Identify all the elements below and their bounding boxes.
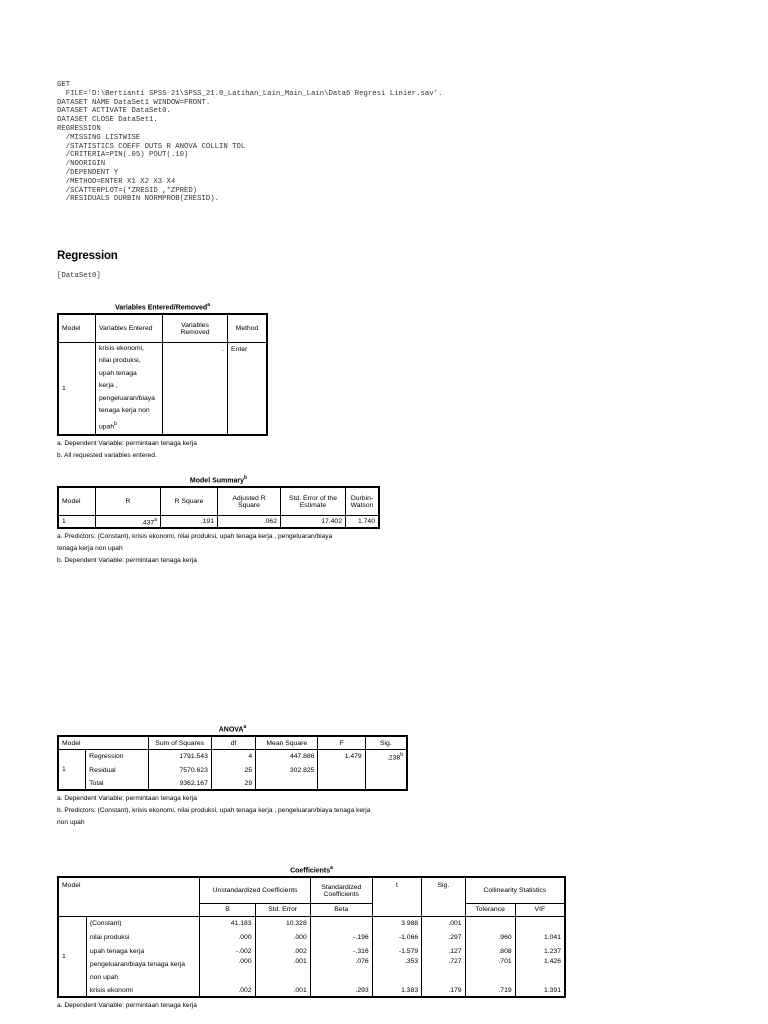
header-model: Model: [58, 736, 148, 749]
cell-t: -1.579: [372, 944, 421, 958]
cell-durbin-watson: 1.740: [346, 515, 380, 528]
cell-std-error: 17.402: [281, 515, 346, 528]
footnote: b. Predictors: (Constant), krisis ekonomi, nilai produksi, upah tenaga kerja , pengeluaran/biaya tenaga kerja: [57, 807, 371, 815]
header-f: F: [318, 736, 365, 749]
header-standardized: Standardized Coefficients: [310, 877, 372, 903]
header-collinearity: Collinearity Statistics: [465, 877, 565, 903]
syntax-line: /SCATTERPLOT=(*ZRESID ,*ZPRED): [57, 186, 198, 195]
cell-r-square: .191: [161, 515, 218, 528]
cell-f: [318, 777, 365, 790]
anova-title: ANOVA$^a$: [218, 724, 247, 734]
cell-b: .002: [200, 984, 255, 997]
cell-std-error: .002: [255, 944, 310, 958]
header-r: R: [96, 487, 161, 515]
syntax-line: /CRITERIA=PIN(.05) POUT(.10): [57, 151, 189, 160]
table-row: [58, 930, 565, 944]
variables-entered-title: Variables Entered/Removed$^a$: [115, 302, 210, 312]
header-sum-of-squares: Sum of Squares: [148, 736, 211, 749]
cell-ms: 302.825: [256, 763, 318, 777]
cell-label: pengeluaran/biaya tenaga kerja non upah: [86, 958, 200, 984]
cell-sig: .179: [422, 984, 465, 997]
header-model: Model: [58, 487, 96, 515]
cell-beta: -.196: [310, 930, 372, 944]
cell-df: 4: [211, 749, 255, 763]
model-summary-title: Model Summary$^b$: [189, 475, 248, 485]
header-unstandardized: Unstandardized Coefficients: [200, 877, 310, 903]
header-variables-entered: Variables Entered: [96, 314, 163, 342]
cell-vif: 1.237: [515, 944, 565, 958]
cell-vif: 1.391: [515, 984, 565, 997]
cell-f: [318, 763, 365, 777]
syntax-line: /STATISTICS COEFF OUTS R ANOVA COLLIN TOL: [57, 142, 246, 151]
cell-ms: 447.886: [256, 749, 318, 763]
cell-ms: [256, 777, 318, 790]
coefficients-notes: [57, 1000, 566, 1012]
footnote: b. All requested variables entered.: [57, 451, 157, 459]
cell-tolerance: .719: [465, 984, 515, 997]
cell-ss: 1791.543: [148, 749, 211, 763]
cell-t: 3.988: [372, 916, 421, 930]
table-row: [58, 958, 565, 984]
table-row: [58, 944, 565, 958]
header-method: Method: [228, 314, 268, 342]
cell-variables-entered: krisis ekonomi, nilai produksi, upah tenaga kerja , pengeluaran/biaya tenaga kerja non upah$^b$: [96, 342, 163, 434]
cell-b: -.002: [200, 944, 255, 958]
cell-tolerance: .960: [465, 930, 515, 944]
cell-label: nilai produksi: [86, 930, 200, 944]
syntax-line: DATASET NAME DataSet1 WINDOW=FRONT.: [57, 98, 211, 107]
syntax-line: DATASET CLOSE DataSet1.: [57, 116, 158, 125]
cell-sig: .238$^b$: [365, 749, 407, 763]
syntax-line: DATASET ACTIVATE DataSet0.: [57, 107, 171, 116]
model-summary-table: [57, 486, 380, 529]
syntax-line: /DEPENDENT Y: [57, 168, 119, 177]
syntax-line: /RESIDUALS DURBIN NORMPROB(ZRESID).: [57, 195, 220, 204]
header-b: B: [200, 903, 255, 916]
header-durbin-watson: Durbin-Watson: [346, 487, 380, 515]
table-row: [58, 749, 407, 763]
cell-tolerance: [465, 916, 515, 930]
cell-df: 25: [211, 763, 255, 777]
header-sig: Sig.: [365, 736, 407, 749]
footnote: tenaga kerja non upah: [57, 545, 123, 553]
header-mean-square: Mean Square: [256, 736, 318, 749]
coefficients-title: Coefficients$^a$: [290, 865, 333, 875]
cell-model: 1: [58, 342, 96, 434]
cell-beta: .293: [310, 984, 372, 997]
header-vif: VIF: [515, 903, 565, 916]
header-variables-removed: Variables Removed: [163, 314, 228, 342]
syntax-line: FILE='D:\Bertianti SPSS 21\SPSS_21.0_Latihan_Lain_Main_Lain\Data6 Regresi Linier.sav'.: [57, 89, 443, 98]
cell-b: .000: [200, 958, 255, 984]
cell-method: Enter: [228, 342, 268, 434]
header-beta: Beta: [310, 903, 372, 916]
anova-block: [57, 724, 408, 829]
cell-std-error: 10.328: [255, 916, 310, 930]
dataset-label: [DataSet0]: [57, 272, 101, 280]
cell-sig: [365, 763, 407, 777]
syntax-line: /NOORIGIN: [57, 160, 106, 169]
header-t: t: [372, 877, 421, 916]
footnote: a. Dependent Variable: permintaan tenaga kerja: [57, 439, 197, 447]
cell-model: 1: [58, 749, 86, 790]
footnote: a. Dependent Variable: permintaan tenaga kerja: [57, 795, 197, 803]
cell-beta: [310, 916, 372, 930]
footnote: b. Dependent Variable: permintaan tenaga kerja: [57, 557, 197, 565]
header-sig: Sig.: [422, 877, 465, 916]
variables-entered-notes: [57, 438, 268, 462]
cell-sig: .001: [422, 916, 465, 930]
cell-tolerance: .808: [465, 944, 515, 958]
coefficients-block: [57, 865, 566, 1012]
cell-sig: .297: [422, 930, 465, 944]
cell-t: -1.066: [372, 930, 421, 944]
header-df: df: [211, 736, 255, 749]
cell-tolerance: .701: [465, 958, 515, 984]
header-std-error: Std. Error of the Estimate: [281, 487, 346, 515]
cell-std-error: .001: [255, 958, 310, 984]
cell-model: 1: [58, 515, 96, 528]
footnote: a. Dependent Variable: permintaan tenaga kerja: [57, 1002, 197, 1010]
cell-vif: 1.426: [515, 958, 565, 984]
cell-label: krisis ekonomi: [86, 984, 200, 997]
cell-variables-removed: .: [163, 342, 228, 434]
syntax-block: [57, 81, 442, 204]
cell-sig: .127: [422, 944, 465, 958]
cell-label: Regression: [86, 749, 148, 763]
cell-df: 29: [211, 777, 255, 790]
coefficients-table: [57, 876, 566, 998]
cell-beta: .076: [310, 958, 372, 984]
anova-table: [57, 735, 408, 791]
variables-entered-block: [57, 302, 268, 462]
cell-sig: .727: [422, 958, 465, 984]
cell-b: 41.183: [200, 916, 255, 930]
footnote: a. Predictors: (Constant), krisis ekonomi, nilai produksi, upah tenaga kerja , pengeluaran/biaya: [57, 533, 333, 541]
cell-label: Total: [86, 777, 148, 790]
cell-ss: 7570.623: [148, 763, 211, 777]
table-row: [58, 984, 565, 997]
syntax-line: GET: [57, 81, 71, 89]
header-model: Model: [58, 877, 200, 916]
section-heading: Regression: [57, 250, 118, 262]
cell-label: upah tenaga kerja: [86, 944, 200, 958]
cell-std-error: .001: [255, 984, 310, 997]
cell-ss: 9362.167: [148, 777, 211, 790]
syntax-line: REGRESSION: [57, 124, 101, 133]
cell-t: 1.383: [372, 984, 421, 997]
cell-label: (Constant): [86, 916, 200, 930]
cell-model: 1: [58, 916, 86, 997]
table-row: [58, 777, 407, 790]
anova-notes: [57, 793, 408, 829]
cell-beta: -.316: [310, 944, 372, 958]
syntax-line: /MISSING LISTWISE: [57, 133, 141, 142]
syntax-line: /METHOD=ENTER X1 X2 X3 X4: [57, 177, 176, 186]
cell-t: .353: [372, 958, 421, 984]
header-std-error: Std. Error: [255, 903, 310, 916]
cell-vif: 1.041: [515, 930, 565, 944]
footnote: non upah: [57, 819, 85, 827]
cell-b: .000: [200, 930, 255, 944]
table-row: [58, 916, 565, 930]
cell-vif: [515, 916, 565, 930]
cell-label: Residual: [86, 763, 148, 777]
model-summary-block: [57, 475, 380, 567]
cell-adjusted-r-square: .062: [218, 515, 281, 528]
variables-entered-table: [57, 313, 268, 435]
header-model: Model: [58, 314, 96, 342]
cell-sig: [365, 777, 407, 790]
table-row: [58, 763, 407, 777]
header-r-square: R Square: [161, 487, 218, 515]
cell-f: 1.479: [318, 749, 365, 763]
header-adjusted-r-square: Adjusted R Square: [218, 487, 281, 515]
header-tolerance: Tolerance: [465, 903, 515, 916]
model-summary-notes: [57, 531, 380, 567]
cell-r: .437$^a$: [96, 515, 161, 528]
cell-std-error: .000: [255, 930, 310, 944]
